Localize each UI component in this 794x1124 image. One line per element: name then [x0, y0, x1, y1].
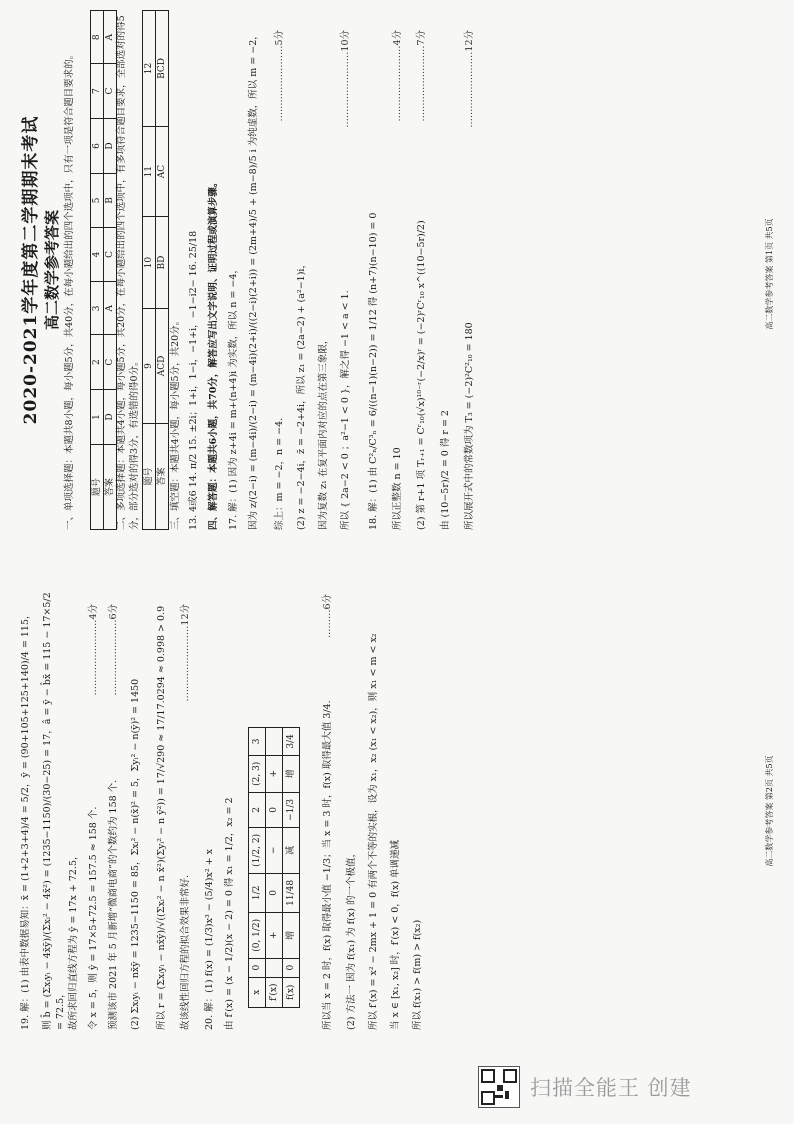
- section-3-desc: 三、填空题：本题共4小题，每小题5分，共20分。: [170, 315, 181, 530]
- answer-table-1: [90, 10, 117, 530]
- q18-constant: 所以展开式中的常数项为 T₃ = (−2)²C²₁₀ = 180: [464, 322, 475, 530]
- cell: 题号: [91, 445, 104, 530]
- cell: 0: [266, 873, 283, 912]
- cell: 7: [91, 64, 104, 118]
- cell: 6: [91, 118, 104, 173]
- score-mark: ……………………10分: [340, 30, 351, 128]
- cell: D: [104, 118, 117, 173]
- score-mark: ……………………5分: [274, 30, 285, 122]
- cell: 0: [249, 958, 266, 977]
- q18-line-2: [392, 10, 405, 530]
- cell: 2: [91, 335, 104, 389]
- cell: 增: [283, 755, 300, 792]
- table-row: [249, 728, 266, 1008]
- q20-line-1: 20. 解：(1) f(x) = (1/3)x³ − (5/4)x² + x: [204, 849, 215, 1030]
- cell: 9: [143, 309, 156, 424]
- qr-code-icon: [478, 1066, 520, 1108]
- q19-line-6: (2) Σxᵢyᵢ − nx̄ȳ = 1235−1150 = 85，Σxᵢ² − n(x̄)² = 5，Σyᵢ² − n(ȳ)² = 1450: [130, 678, 141, 1030]
- table-row: [283, 728, 300, 1008]
- watermark-text: 扫描全能王 创建: [530, 1076, 692, 1100]
- cell: 4: [91, 227, 104, 281]
- fill-in-answers: 13. 4或6 14. π/2 15. ±2i；1+i，1−i，−1+i，−1−i2− 16. 25/18: [188, 230, 199, 530]
- q17-line-4: (2) z = −2−4i，z̄ = −2+4i，所以 z₁ = (2a−2) + (a²−1)i，: [296, 259, 307, 530]
- cell: 10: [143, 217, 156, 309]
- cell: [266, 728, 283, 755]
- score-mark: ……………………7分: [416, 30, 427, 122]
- answer-table-2: [142, 10, 169, 530]
- cell: f(x): [283, 977, 300, 1007]
- q19-line-1: 19. 解：(1) 由表中数据易知：x̄ = (1+2+3+4)/4 = 5/2，ȳ = (90+105+125+140)/4 = 115，: [20, 609, 31, 1030]
- q19-line-4: [88, 584, 101, 1030]
- cell: +: [266, 912, 283, 958]
- q18-line-4: 由 (10−5r)/2 = 0 得 r = 2: [440, 410, 451, 530]
- q20-line-2: 由 f′(x) = (x − 1/2)(x − 2) = 0 得 x₁ = 1/2，x₂ = 2: [224, 797, 235, 1030]
- cell: x: [249, 977, 266, 1007]
- cell: 3: [249, 728, 266, 755]
- cell: D: [104, 389, 117, 444]
- cell: 0: [266, 792, 283, 827]
- scanner-watermark: [478, 1066, 692, 1108]
- cell: f′(x): [266, 977, 283, 1007]
- q19-predict: 令 x = 5，则 ŷ = 17×5+72.5 = 157.5 ≈ 158 个.: [88, 806, 99, 1030]
- cell: 1: [91, 389, 104, 444]
- q20-line-3: [322, 584, 335, 1030]
- cell: 11/48: [283, 873, 300, 912]
- cell: −1/3: [283, 792, 300, 827]
- cell: 8: [91, 11, 104, 64]
- q19-line-5: [108, 584, 121, 1030]
- cell: BCD: [156, 11, 169, 127]
- q17-line-5: 因为复数 z₁ 在复平面内对应的点在第三象限，: [318, 334, 329, 530]
- cell: C: [104, 335, 117, 389]
- cell: 答案: [104, 445, 117, 530]
- cell: 1/2: [249, 873, 266, 912]
- q20-line-5: 所以 f′(x) = x² − 2mx + 1 = 0 有两个不等的实根，设为 x₁，x₂ (x₁ < x₂)，则 x₁ < m < x₂: [368, 633, 379, 1030]
- cell: [266, 958, 283, 977]
- cell: 答案: [156, 423, 169, 529]
- cell: 减: [283, 827, 300, 873]
- q20-line-4: (2) 方法一 因为 f(x₁) 为 f(x) 的一个极值，: [346, 848, 357, 1030]
- section-1-desc: 一、单项选择题：本题共8小题，每小题5分，共40分，在每小题给出的四个选项中，只有一项是符合题目要求的。: [64, 49, 75, 530]
- score-mark: ……………………6分: [108, 604, 119, 696]
- cell: 3/4: [283, 728, 300, 755]
- score-mark: ……………………12分: [464, 30, 475, 128]
- cell: 11: [143, 126, 156, 216]
- score-mark: ……………………4分: [392, 30, 403, 122]
- exam-title: 2020-2021学年度第二学期期末考试: [21, 115, 41, 425]
- page-footer: 高二数学参考答案 第2页 共5页: [765, 755, 775, 867]
- q18-line-5: [464, 10, 477, 530]
- q17-line-3: [274, 10, 287, 530]
- q20-line-7: 所以 f(x₁) > f(m) > f(x₂): [412, 919, 423, 1030]
- answer-page-2: [12, 574, 782, 1048]
- q19-conclusion: 预测该市 2021 年 5 月新增“微商电商”的个数约为 158 个.: [108, 779, 119, 1030]
- cell: BD: [156, 217, 169, 309]
- cell: A: [104, 282, 117, 335]
- score-mark: ……………………4分: [88, 604, 99, 696]
- cell: 5: [91, 174, 104, 228]
- cell: 3: [91, 282, 104, 335]
- q19-line-8: [180, 584, 193, 1030]
- q18-term: (2) 第 r+1 项 Tᵣ₊₁ = Cʳ₁₀(√x)¹⁰⁻ʳ(−2/x)ʳ = (−2)ʳCʳ₁₀ x^((10−5r)/2): [416, 220, 427, 530]
- cell: (0, 1/2): [249, 912, 266, 958]
- cell: 2: [249, 792, 266, 827]
- cell: B: [104, 174, 117, 228]
- q19-line-7: 所以 r = (Σxᵢyᵢ − nx̄ȳ)/√((Σxᵢ² − n x̄²)(Σyᵢ² − n ȳ²)) = 17/√290 ≈ 17/17.0294 ≈ 0.998 > 0.9: [156, 605, 167, 1030]
- section-4-desc: 四、解答题：本题共6小题，共70分，解答应写出文字说明、证明过程或演算步骤。: [208, 177, 219, 530]
- cell: 增: [283, 912, 300, 958]
- cell: AC: [156, 126, 169, 216]
- q19-line-3: 故所求回归直线方程为 ŷ = 17x + 72.5，: [68, 850, 79, 1030]
- section-2-desc: 二、多项选择题：本题共4小题，每小题5分，共20分，在每小题给出的四个选项中，有多项符合题目要求，全部选对的得5分，部分选对的得3分，有选错的得0分。: [116, 15, 140, 530]
- answer-page-1: [12, 0, 782, 548]
- page-footer: 高二数学参考答案 第1页 共5页: [765, 218, 775, 330]
- cell: 题号: [143, 423, 156, 529]
- cell: −: [266, 827, 283, 873]
- q17-line-6: [340, 10, 353, 530]
- q17-conclusion: 综上：m = −2，n = −4.: [274, 417, 285, 530]
- score-mark: ……………………12分: [180, 604, 191, 702]
- q17-line-2: 因为 z/(2−i) = (m−4i)/(2−i) = (m−4i)(2+i)/((2−i)(2+i)) = (2m+4)/5 + (m−8)/5 i 为纯虚数，所以 m = −2，: [248, 30, 259, 530]
- cell: +: [266, 755, 283, 792]
- cell: (2, 3): [249, 755, 266, 792]
- cell: 12: [143, 11, 156, 127]
- cell: 0: [283, 958, 300, 977]
- q19-line-2: 则 b̂ = (Σxᵢyᵢ − 4x̄ȳ)/(Σxᵢ² − 4x̄²) = (1235−1150)/(30−25) = 17，â = ȳ − b̂x̄ = 115 − 17×5/2 = 72.5，: [42, 592, 66, 1030]
- cell: C: [104, 227, 117, 281]
- score-mark: ………6分: [322, 594, 333, 639]
- q18-line-3: [416, 10, 429, 530]
- q17-line-1: 17. 解：(1) 因为 z+4i = m+(n+4)i 为实数，所以 n = −4，: [228, 264, 239, 530]
- cell: (1/2, 2): [249, 827, 266, 873]
- q17-system: 所以 { 2a−2 < 0 ；a²−1 < 0 }，解之得 −1 < a < 1.: [340, 290, 351, 530]
- table-row: [266, 728, 283, 1008]
- variation-table: [248, 727, 300, 1008]
- cell: A: [104, 11, 117, 64]
- q18-n: 所以正整数 n = 10: [392, 447, 403, 530]
- q18-line-1: 18. 解：(1) 由 C²ₙ/C³ₙ = 6/((n−1)(n−2)) = 1/12 得 (n+7)(n−10) = 0: [368, 212, 379, 530]
- q19-fit: 故该线性回归方程的拟合效果非常好.: [180, 874, 191, 1030]
- cell: C: [104, 64, 117, 118]
- q20-line-6: 当 x ∈ [x₁, x₂] 时，f′(x) < 0，f(x) 单调递减: [390, 839, 401, 1030]
- cell: ACD: [156, 309, 169, 424]
- q20-extrema: 所以当 x = 2 时，f(x) 取得最小值 −1/3；当 x = 3 时，f(x) 取得最大值 3/4.: [322, 700, 333, 1030]
- answer-subtitle: 高二数学参考答案: [43, 210, 61, 331]
